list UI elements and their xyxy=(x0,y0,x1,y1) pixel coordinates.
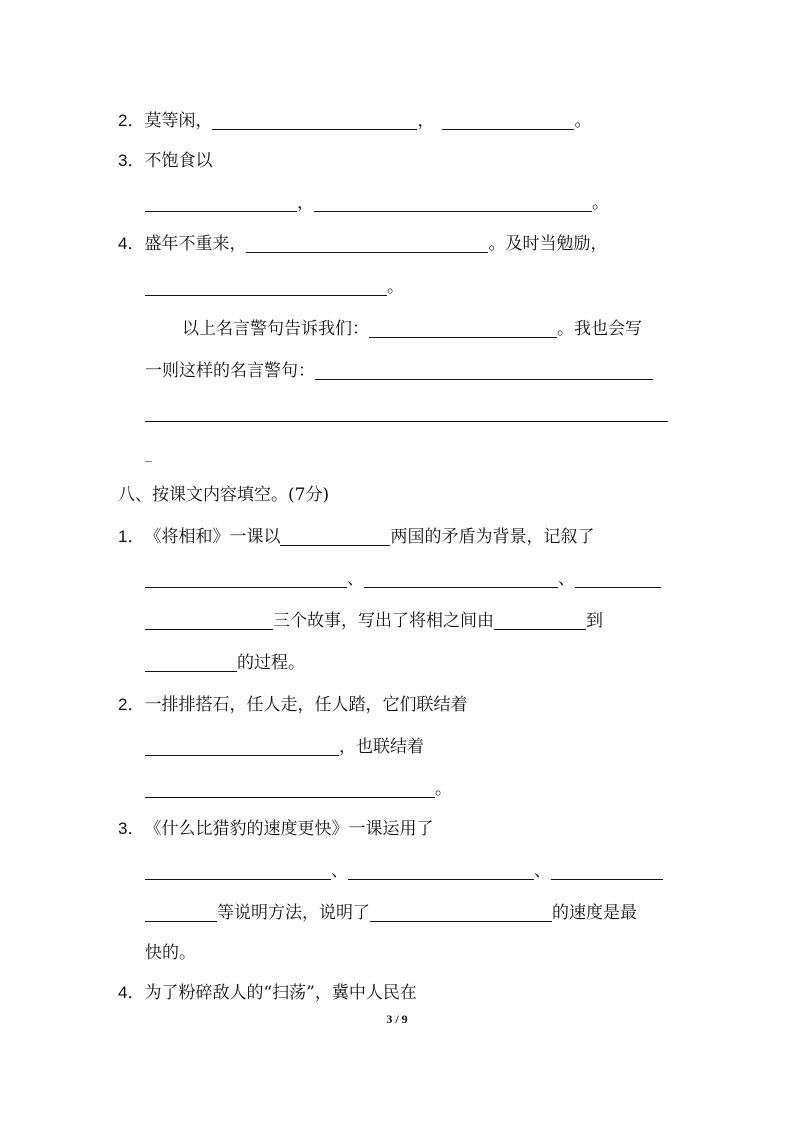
s7-q3-answer-line xyxy=(145,188,609,218)
question-text: 为了粉碎敌人的“扫荡”，冀中人民在 xyxy=(144,983,417,1003)
s7-q4-answer-line xyxy=(145,272,404,302)
s8-q1-line-2 xyxy=(145,564,661,594)
separator: 、 xyxy=(558,569,575,589)
question-text: 的过程。 xyxy=(237,653,305,673)
question-text: 。及时当勉励， xyxy=(488,234,608,254)
answer-blank[interactable] xyxy=(145,735,339,756)
question-text: 。 xyxy=(574,111,592,131)
answer-blank[interactable] xyxy=(551,859,663,880)
answer-blank[interactable] xyxy=(145,275,387,296)
question-text: 《什么比猎豹的速度更快》一课运用了 xyxy=(144,819,434,839)
separator: 、 xyxy=(331,861,348,881)
question-number: 3． xyxy=(118,151,145,170)
s8-q2-line-2 xyxy=(145,732,424,762)
answer-blank[interactable] xyxy=(348,859,534,880)
summary-text: 。我也会写 xyxy=(557,319,642,339)
answer-blank[interactable] xyxy=(364,567,558,588)
s7-summary-line-3 xyxy=(145,398,668,428)
question-text: 盛年不重来， xyxy=(144,234,247,254)
question-text: 两国的矛盾为背景，记叙了 xyxy=(390,527,595,547)
answer-blank[interactable] xyxy=(145,609,273,630)
s8-q3-line xyxy=(118,814,433,844)
answer-blank[interactable] xyxy=(246,232,488,253)
answer-blank[interactable] xyxy=(145,567,347,588)
s8-q1-line-4 xyxy=(145,648,305,678)
s7-summary-line-2 xyxy=(145,356,653,386)
stray-underscore xyxy=(145,440,152,470)
s8-q2-line-3 xyxy=(145,774,452,804)
answer-blank[interactable] xyxy=(280,525,390,546)
s8-q3-line-2 xyxy=(145,856,663,886)
question-text: 等说明方法，说明了 xyxy=(217,903,370,923)
question-text: 到 xyxy=(586,611,603,631)
question-text: 。 xyxy=(435,779,452,799)
s8-q2-line xyxy=(118,690,467,720)
question-text: 《将相和》一课以 xyxy=(144,527,281,547)
question-text: ， xyxy=(417,111,435,131)
s8-q1-line-3 xyxy=(145,606,603,636)
section-title xyxy=(118,480,329,510)
question-text: ，也联结着 xyxy=(339,737,424,757)
question-number: 2． xyxy=(118,695,145,714)
s8-q1-line xyxy=(118,522,594,552)
answer-blank[interactable] xyxy=(145,401,668,422)
answer-blank[interactable] xyxy=(370,901,552,922)
summary-text: 一则这样的名言警句： xyxy=(145,361,315,381)
answer-blank[interactable] xyxy=(575,567,661,588)
question-text: 的速度是最 xyxy=(552,903,637,923)
question-number: 4． xyxy=(118,983,145,1002)
question-number: 2． xyxy=(118,111,145,130)
section-heading: 八、按课文内容填空。(7分) xyxy=(118,485,330,505)
question-text: 快的。 xyxy=(145,943,196,963)
s7-summary-line xyxy=(182,314,642,344)
stray-mark: _ xyxy=(145,447,152,463)
question-text: 莫等闲， xyxy=(144,111,213,131)
question-number: 3． xyxy=(118,819,145,838)
question-number: 1． xyxy=(118,527,145,546)
s7-q3-line xyxy=(118,146,212,176)
answer-blank[interactable] xyxy=(494,609,586,630)
s7-q4-line xyxy=(118,229,607,259)
answer-blank[interactable] xyxy=(315,359,653,380)
separator: 、 xyxy=(534,861,551,881)
question-text: ， xyxy=(297,193,314,213)
answer-blank[interactable] xyxy=(442,109,574,130)
s7-q2-line xyxy=(118,106,591,136)
s8-q3-line-3 xyxy=(145,898,637,928)
answer-blank[interactable] xyxy=(212,109,417,130)
answer-blank[interactable] xyxy=(369,317,557,338)
page-number: 3 / 9 xyxy=(386,1012,408,1026)
question-text: 一排排搭石，任人走，任人踏，它们联结着 xyxy=(144,695,468,715)
question-text: 。 xyxy=(592,193,609,213)
question-text: 。 xyxy=(387,277,404,297)
answer-blank[interactable] xyxy=(145,191,297,212)
answer-blank[interactable] xyxy=(314,191,592,212)
answer-blank[interactable] xyxy=(145,651,237,672)
separator: 、 xyxy=(347,569,364,589)
s8-q4-line xyxy=(118,978,417,1008)
question-text: 不饱食以 xyxy=(144,151,213,171)
summary-text: 以上名言警句告诉我们： xyxy=(182,319,369,339)
answer-blank[interactable] xyxy=(145,777,435,798)
answer-blank[interactable] xyxy=(145,859,331,880)
answer-blank[interactable] xyxy=(145,901,217,922)
question-text: 三个故事，写出了将相之间由 xyxy=(273,611,494,631)
s8-q3-line-4 xyxy=(145,938,196,968)
question-number: 4． xyxy=(118,234,145,253)
